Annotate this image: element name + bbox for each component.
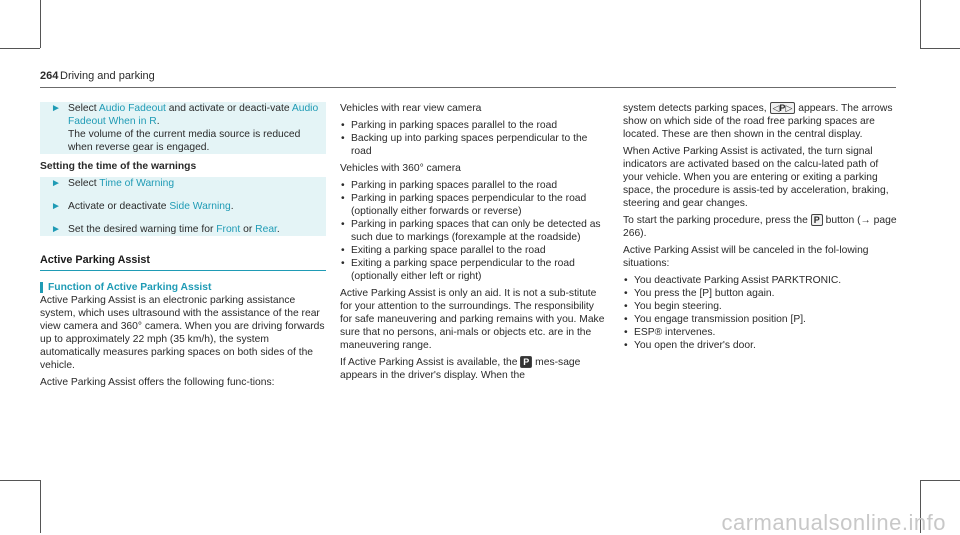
paragraph-canceled: Active Parking Assist will be canceled in the fol-lowing situations: <box>623 245 869 269</box>
step-arrow-icon: ► <box>51 178 61 189</box>
list-item-text: Parking in parking spaces parallel to the road <box>351 120 558 131</box>
bullet-dot-icon: • <box>624 275 628 286</box>
bullet-dot-icon: • <box>341 193 345 204</box>
list-item <box>340 257 605 283</box>
step-text: or <box>240 224 256 235</box>
paragraph-activated: When Active Parking Assist is activated, the turn signal indicators are activated based on the calcu-lated path of your vehicle. When you are entering or exiting a parking space, the procedure is assis-ted by acceleration, braking, steering and gear changes. <box>623 146 889 209</box>
paragraph-text: mes-sage appears in the driver's display. When the <box>340 357 581 381</box>
list-item-text: You begin steering. <box>634 301 722 312</box>
column-middle <box>340 102 605 386</box>
list-item <box>623 274 898 287</box>
step-text: Select <box>68 103 99 114</box>
step-warning-time <box>40 223 326 236</box>
list-item-text: Parking in parking spaces that can only be detected as such due to markings (forexample at the roadside) <box>351 219 601 243</box>
step-audio-fadeout <box>40 102 326 154</box>
list-item <box>340 192 605 218</box>
list-item-text: Parking in parking spaces parallel to the road <box>351 180 558 191</box>
crop-mark <box>920 0 921 48</box>
bullet-dot-icon: • <box>624 314 628 325</box>
crop-mark <box>40 0 41 48</box>
header-rule <box>40 87 896 88</box>
page-reference-link[interactable]: button (→ page 266). <box>623 215 897 239</box>
paragraph-availability <box>340 356 605 382</box>
list-item-text: You deactivate Parking Assist PARKTRONIC. <box>634 275 842 286</box>
list-item-text: Exiting a parking space parallel to the road <box>351 245 546 256</box>
time-of-warning-link[interactable]: Time of Warning <box>99 178 175 189</box>
step-note: The volume of the current media source is reduced when reverse gear is engaged. <box>68 129 301 153</box>
step-side-warning <box>40 200 326 213</box>
step-time-of-warning <box>40 177 326 190</box>
parking-symbol-icon: P <box>520 356 532 368</box>
list-item <box>623 287 898 300</box>
function-heading-text: Function of Active Parking Assist <box>48 282 212 293</box>
crop-mark <box>920 48 960 49</box>
crop-mark <box>920 480 960 481</box>
step-text: Set the desired warning time for <box>68 224 217 235</box>
paragraph-text: system detects parking spaces, <box>623 103 770 114</box>
paragraph-start <box>623 214 898 240</box>
step-arrow-icon: ► <box>51 201 61 212</box>
list-item-text: You press the [P] button again. <box>634 288 775 299</box>
step-text: . <box>276 224 280 235</box>
page-number: 264 <box>40 70 59 82</box>
list-item-text: You engage transmission position [P]. <box>634 314 806 325</box>
step-text: Activate or deactivate <box>68 201 170 212</box>
parking-space-arrows-icon: ◁P▷ <box>770 102 796 114</box>
audio-fadeout-when-in-r-link[interactable]: Audio Fadeout When in R <box>68 103 319 127</box>
bullet-dot-icon: • <box>341 219 345 230</box>
rear-camera-list <box>340 119 605 158</box>
list-item-text: Exiting a parking space perpendicular to the road (optionally either left or right) <box>351 258 575 282</box>
cancel-list <box>623 274 898 352</box>
step-text: . <box>156 116 160 127</box>
audio-fadeout-link[interactable]: Audio Fadeout <box>98 103 166 114</box>
list-item-text: Backing up into parking spaces perpendicular to the road <box>351 133 588 157</box>
bullet-dot-icon: • <box>341 180 345 191</box>
watermark: carmanualsonline.info <box>721 510 946 535</box>
step-spacer <box>40 213 326 223</box>
list-item <box>340 119 605 132</box>
bullet-dot-icon: • <box>341 245 345 256</box>
step-text: Select <box>68 178 100 189</box>
list-item <box>623 339 898 352</box>
bullet-dot-icon: • <box>624 327 628 338</box>
header-title: Driving and parking <box>60 70 155 82</box>
list-item <box>623 313 898 326</box>
paragraph-functions-intro: Active Parking Assist offers the following func-tions: <box>40 377 275 388</box>
parking-button-icon: P <box>811 214 823 226</box>
paragraph-detection <box>623 102 898 141</box>
rear-link[interactable]: Rear <box>255 224 277 235</box>
step-text: . <box>230 201 234 212</box>
list-item-text: You open the driver's door. <box>634 340 756 351</box>
paragraph-text: If Active Parking Assist is available, the <box>340 357 521 368</box>
bullet-dot-icon: • <box>341 258 345 269</box>
bullet-dot-icon: • <box>341 120 345 131</box>
crop-mark <box>40 480 41 533</box>
function-heading <box>40 281 326 294</box>
list-item <box>623 326 898 339</box>
bullet-dot-icon: • <box>341 133 345 144</box>
paragraph-description: Active Parking Assist is an electronic parking assistance system, which uses ultrasound with the assistance of the rear view camera and 360° camera. When you are driving forwards up to approximately 22 mph (35 km/h), the system automatically measures parking spaces on both sides of the vehicle. <box>40 295 325 371</box>
list-item-text: Parking in parking spaces perpendicular to the road (optionally either forwards or reverse) <box>351 193 587 217</box>
column-left <box>40 102 326 393</box>
list-item-text: ESP® intervenes. <box>634 327 716 338</box>
front-link[interactable]: Front <box>216 224 241 235</box>
crop-mark <box>0 48 40 49</box>
list-item <box>340 244 605 257</box>
camera360-intro: Vehicles with 360° camera <box>340 163 461 174</box>
side-warning-link[interactable]: Side Warning <box>169 201 231 212</box>
list-item <box>623 300 898 313</box>
rear-camera-intro: Vehicles with rear view camera <box>340 103 482 114</box>
subheading-warning-time: Setting the time of the warnings <box>40 161 197 172</box>
list-item <box>340 218 605 244</box>
bullet-dot-icon: • <box>624 340 628 351</box>
paragraph-text: appears. The arrows show on which side of the road free parking spaces are located. These are then shown in the central display. <box>623 103 893 140</box>
bullet-dot-icon: • <box>624 301 628 312</box>
section-heading-active-parking-assist: Active Parking Assist <box>40 254 326 271</box>
column-right <box>623 102 898 356</box>
list-item <box>340 132 605 158</box>
step-text: and activate or deacti-vate <box>165 103 292 114</box>
camera360-list <box>340 179 605 283</box>
heading-bar <box>40 282 43 293</box>
step-spacer <box>40 190 326 200</box>
crop-mark <box>0 480 40 481</box>
step-arrow-icon: ► <box>51 103 61 114</box>
bullet-dot-icon: • <box>624 288 628 299</box>
step-arrow-icon: ► <box>51 224 61 235</box>
paragraph-text: To start the parking procedure, press the <box>623 215 811 226</box>
list-item <box>340 179 605 192</box>
paragraph-aid: Active Parking Assist is only an aid. It is not a sub-stitute for your attention to the surroundings. The responsibility for safe maneuvering and parking remains with you. Make sure that no persons, ani-mals or objects etc. are in the maneuvering range. <box>340 288 605 351</box>
